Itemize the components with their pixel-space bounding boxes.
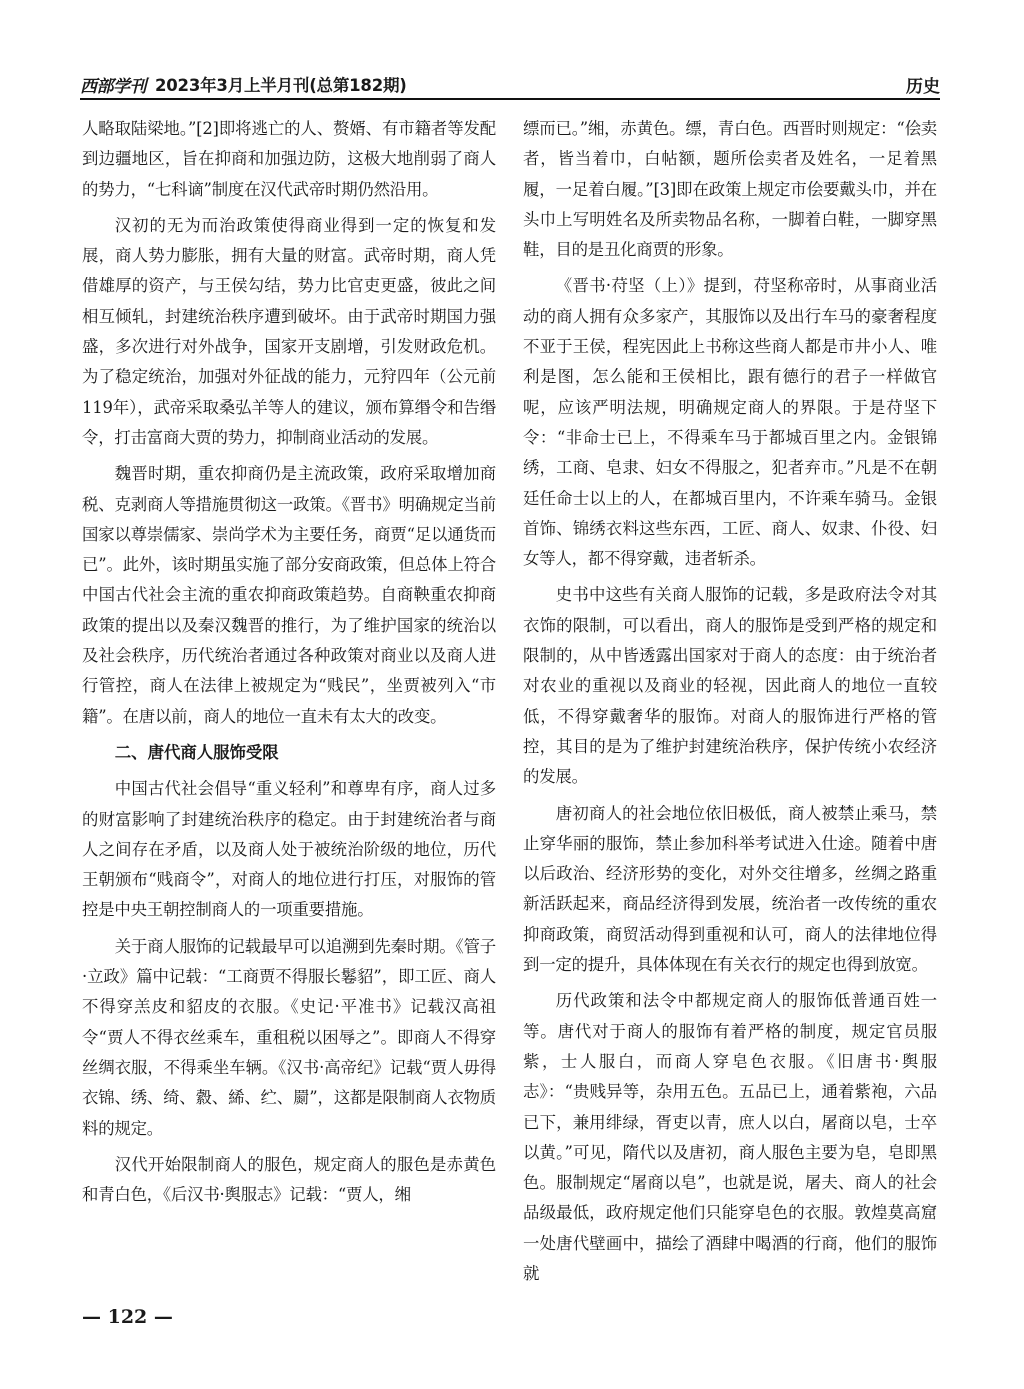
section-name: 历史 <box>906 77 940 97</box>
paragraph: 唐初商人的社会地位依旧极低，商人被禁止乘马，禁止穿华丽的服饰，禁止参加科举考试进入仕途。随着中唐以后政治、经济形势的变化，对外交往增多，丝绸之路重新活跃起来，商品经济得到发展，统治者一改传统的重农抑商政策，商贸活动得到重视和认可，商人的法律地位得到一定的提升，具体体现在有关衣行的规定也得到放宽。 <box>523 803 937 975</box>
paragraph: 汉代开始限制商人的服色，规定商人的服色是赤黄色和青白色，《后汉书·舆服志》记载：“贾人，缃 <box>82 1154 496 1205</box>
left-column <box>82 114 496 1216</box>
paragraph: 关于商人服饰的记载最早可以追溯到先秦时期。《管子·立政》篇中记载：“工商贾不得服长鬈貂”，即工匠、商人不得穿羔皮和貂皮的衣服。《史记·平准书》记载汉高祖令“贾人不得衣丝乘车，重租税以困辱之”。即商人不得穿丝绸衣服，不得乘坐车辆。《汉书·高帝纪》记载“贾人毋得衣锦、绣、绮、縠、絺、纻、罽”，这都是限制商人衣物质料的规定。 <box>82 936 496 1138</box>
paragraph: 《晋书·苻坚（上）》提到，苻坚称帝时，从事商业活动的商人拥有众多家产，其服饰以及出行车马的豪奢程度不亚于王侯，程宪因此上书称这些商人都是市井小人、唯利是图，怎么能和王侯相比，跟有德行的君子一样做官呢，应该严明法规，明确规定商人的界限。于是苻坚下令：“非命士已上，不得乘车马于都城百里之内。金银锦绣，工商、皂隶、妇女不得服之，犯者弃市。”凡是不在朝廷任命士以上的人，在都城百里内，不许乘车骑马。金银首饰、锦绣衣料这些东西，工匠、商人、奴隶、仆役、妇女等人，都不得穿戴，违者斩杀。 <box>523 276 937 569</box>
right-column <box>523 114 937 1295</box>
paragraph: 魏晋时期，重农抑商仍是主流政策，政府采取增加商税、克剥商人等措施贯彻这一政策。《晋书》明确规定当前国家以尊崇儒家、崇尚学术为主要任务，商贾“足以通货而已”。此外，该时期虽实施了部分安商政策，但总体上符合中国古代社会主流的重农抑商政策趋势。自商鞅重农抑商政策的提出以及秦汉魏晋的推行，为了维护国家的统治以及社会秩序，历代统治者通过各种政策对商业以及商人进行管控，商人在法律上被规定为“贱民”，坐贾被列入“市籍”。在唐以前，商人的地位一直未有太大的改变。 <box>82 464 496 726</box>
journal-logo: 西部学刊 <box>80 77 146 97</box>
paragraph: 史书中这些有关商人服饰的记载，多是政府法令对其衣饰的限制，可以看出，商人的服饰是受到严格的规定和限制的，从中皆透露出国家对于商人的态度：由于统治者对农业的重视以及商业的轻视，因此商人的地位一直较低，不得穿戴奢华的服饰。对商人的服饰进行严格的管控，其目的是为了维护封建统治秩序，保护传统小农经济的发展。 <box>523 585 937 787</box>
paragraph: 汉初的无为而治政策使得商业得到一定的恢复和发展，商人势力膨胀，拥有大量的财富。武帝时期，商人凭借雄厚的资产，与王侯勾结，势力比官吏更盛，彼此之间相互倾轧，封建统治秩序遭到破坏。由于武帝时期国力强盛，多次进行对外战争，国家开支剧增，引发财政危机。为了稳定统治，加强对外征战的能力，元狩四年（公元前119年），武帝采取桑弘羊等人的建议，颁布算缗令和告缗令，打击富商大贾的势力，抑制商业活动的发展。 <box>82 215 496 447</box>
paragraph: 中国古代社会倡导“重义轻利”和尊卑有序，商人过多的财富影响了封建统治秩序的稳定。由于封建统治者与商人之间存在矛盾，以及商人处于被统治阶级的地位，历代王朝颁布“贱商令”，对商人的地位进行打压，对服饰的管控是中央王朝控制商人的一项重要措施。 <box>82 779 496 920</box>
issue-info: 2023年3月上半月刊(总第182期) <box>155 76 407 95</box>
running-header <box>80 70 940 100</box>
section-heading: 二、唐代商人服饰受限 <box>114 742 279 762</box>
page-number: — 122 — <box>82 1306 173 1328</box>
header-rule <box>80 98 940 100</box>
paragraph: 缥而已。”缃，赤黄色。缥，青白色。西晋时则规定：“侩卖者，皆当着巾，白帖额，题所侩卖者及姓名，一足着黑履，一足着白履。”[3]即在政策上规定市侩要戴头巾，并在头巾上写明姓名及所卖物品名称，一脚着白鞋，一脚穿黑鞋，目的是丑化商贾的形象。 <box>523 119 937 260</box>
paragraph: 人略取陆梁地。”[2]即将逃亡的人、赘婿、有市籍者等发配到边疆地区，旨在抑商和加强边防，这极大地削弱了商人的势力，“七科谪”制度在汉代武帝时期仍然沿用。 <box>82 119 496 199</box>
paragraph: 历代政策和法令中都规定商人的服饰低普通百姓一等。唐代对于商人的服饰有着严格的制度，规定官员服紫，士人服白，而商人穿皂色衣服。《旧唐书·舆服志》：“贵贱异等，杂用五色。五品已上，通着紫袍，六品已下，兼用绯绿，胥吏以青，庶人以白，屠商以皂，士卒以黄。”可见，隋代以及唐初，商人服色主要为皂，皂即黑色。服制规定“屠商以皂”，也就是说，屠夫、商人的社会品级最低，政府规定他们只能穿皂色的衣服。敦煌莫高窟一处唐代壁画中，描绘了酒肆中喝酒的行商，他们的服饰就 <box>523 991 937 1283</box>
